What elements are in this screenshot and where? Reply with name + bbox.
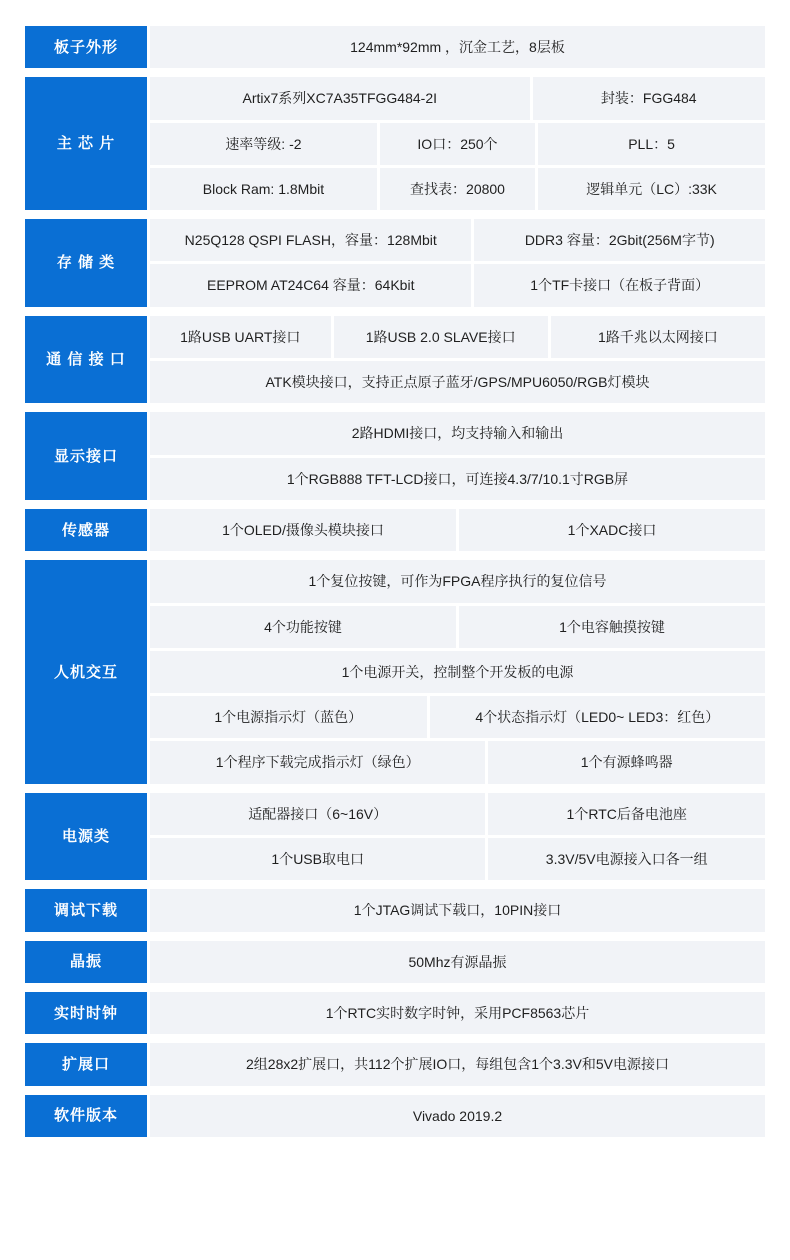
spec-value-cell: 4个功能按键: [150, 606, 456, 648]
spec-value-cell: Block Ram: 1.8Mbit: [150, 168, 377, 210]
spec-row: [25, 992, 765, 1034]
spec-value-cell: 124mm*92mm ，沉金工艺，8层板: [150, 26, 765, 68]
spec-value-cell: Vivado 2019.2: [150, 1095, 765, 1137]
spec-value-line: [150, 651, 765, 693]
spec-value-cell: 2组28x2扩展口，共112个扩展IO口，每组包含1个3.3V和5V电源接口: [150, 1043, 765, 1085]
spec-value-cell: 1路USB 2.0 SLAVE接口: [334, 316, 548, 358]
spec-value-line: [150, 838, 765, 880]
spec-value-block: [150, 412, 765, 500]
spec-value-cell: 查找表：20800: [380, 168, 535, 210]
spec-row: [25, 889, 765, 931]
spec-category-label: 存 储 类: [25, 219, 147, 307]
spec-value-line: [150, 77, 765, 119]
spec-value-block: [150, 77, 765, 210]
spec-value-cell: 1个程序下载完成指示灯（绿色）: [150, 741, 485, 783]
spec-value-cell: N25Q128 QSPI FLASH，容量：128Mbit: [150, 219, 471, 261]
spec-value-line: [150, 606, 765, 648]
spec-value-line: [150, 264, 765, 306]
spec-value-block: [150, 1043, 765, 1085]
spec-value-cell: ATK模块接口，支持正点原子蓝牙/GPS/MPU6050/RGB灯模块: [150, 361, 765, 403]
spec-value-block: [150, 316, 765, 404]
spec-value-block: [150, 889, 765, 931]
spec-category-label: 通 信 接 口: [25, 316, 147, 404]
spec-value-cell: 1个复位按键，可作为FPGA程序执行的复位信号: [150, 560, 765, 602]
spec-value-line: [150, 123, 765, 165]
spec-value-cell: 速率等级: -2: [150, 123, 377, 165]
spec-row: [25, 509, 765, 551]
spec-value-cell: 1个电源开关，控制整个开发板的电源: [150, 651, 765, 693]
spec-category-label: 晶振: [25, 941, 147, 983]
spec-value-line: [150, 412, 765, 454]
spec-value-cell: 逻辑单元（LC）:33K: [538, 168, 765, 210]
spec-row: [25, 1095, 765, 1137]
spec-value-cell: 1个RTC实时数字时钟，采用PCF8563芯片: [150, 992, 765, 1034]
spec-value-cell: 1个XADC接口: [459, 509, 765, 551]
spec-value-cell: PLL：5: [538, 123, 765, 165]
spec-value-line: [150, 219, 765, 261]
spec-value-block: [150, 560, 765, 783]
spec-value-cell: IO口：250个: [380, 123, 535, 165]
spec-value-cell: 1个RGB888 TFT-LCD接口，可连接4.3/7/10.1寸RGB屏: [150, 458, 765, 500]
spec-row: [25, 26, 765, 68]
spec-value-line: [150, 696, 765, 738]
spec-value-line: [150, 26, 765, 68]
spec-row: [25, 77, 765, 210]
spec-category-label: 显示接口: [25, 412, 147, 500]
spec-value-cell: 1个RTC后备电池座: [488, 793, 765, 835]
spec-value-block: [150, 992, 765, 1034]
spec-value-cell: 1个TF卡接口（在板子背面）: [474, 264, 765, 306]
spec-value-cell: 1个USB取电口: [150, 838, 485, 880]
spec-value-cell: 封装：FGG484: [533, 77, 766, 119]
spec-category-label: 调试下载: [25, 889, 147, 931]
spec-value-block: [150, 26, 765, 68]
spec-value-line: [150, 560, 765, 602]
spec-row: [25, 316, 765, 404]
spec-value-cell: 50Mhz有源晶振: [150, 941, 765, 983]
spec-value-cell: 1个电源指示灯（蓝色）: [150, 696, 427, 738]
spec-value-cell: 1个OLED/摄像头模块接口: [150, 509, 456, 551]
spec-value-cell: 1个电容触摸按键: [459, 606, 765, 648]
spec-category-label: 扩展口: [25, 1043, 147, 1085]
spec-value-block: [150, 219, 765, 307]
spec-value-line: [150, 509, 765, 551]
spec-value-line: [150, 741, 765, 783]
spec-value-cell: Artix7系列XC7A35TFGG484-2I: [150, 77, 530, 119]
spec-value-cell: 1个JTAG调试下载口，10PIN接口: [150, 889, 765, 931]
spec-category-label: 人机交互: [25, 560, 147, 783]
spec-value-line: [150, 458, 765, 500]
spec-value-line: [150, 889, 765, 931]
spec-value-block: [150, 509, 765, 551]
spec-category-label: 软件版本: [25, 1095, 147, 1137]
spec-value-line: [150, 361, 765, 403]
spec-value-cell: 1路千兆以太网接口: [551, 316, 765, 358]
spec-row: [25, 793, 765, 881]
spec-value-cell: 1路USB UART接口: [150, 316, 331, 358]
spec-value-line: [150, 316, 765, 358]
spec-value-cell: 3.3V/5V电源接入口各一组: [488, 838, 765, 880]
spec-value-cell: 4个状态指示灯（LED0~ LED3：红色）: [430, 696, 765, 738]
spec-value-line: [150, 793, 765, 835]
spec-row: [25, 560, 765, 783]
spec-value-line: [150, 941, 765, 983]
spec-category-label: 实时时钟: [25, 992, 147, 1034]
spec-category-label: 电源类: [25, 793, 147, 881]
spec-value-block: [150, 793, 765, 881]
spec-row: [25, 1043, 765, 1085]
spec-value-line: [150, 1095, 765, 1137]
spec-value-block: [150, 941, 765, 983]
spec-value-line: [150, 1043, 765, 1085]
spec-value-cell: 2路HDMI接口，均支持输入和输出: [150, 412, 765, 454]
spec-value-cell: 适配器接口（6~16V）: [150, 793, 485, 835]
spec-value-line: [150, 168, 765, 210]
spec-row: [25, 412, 765, 500]
spec-value-cell: 1个有源蜂鸣器: [488, 741, 765, 783]
spec-category-label: 传感器: [25, 509, 147, 551]
spec-value-cell: EEPROM AT24C64 容量：64Kbit: [150, 264, 471, 306]
spec-category-label: 主 芯 片: [25, 77, 147, 210]
spec-value-cell: DDR3 容量：2Gbit(256M字节): [474, 219, 765, 261]
spec-value-line: [150, 992, 765, 1034]
spec-row: [25, 941, 765, 983]
spec-category-label: 板子外形: [25, 26, 147, 68]
spec-row: [25, 219, 765, 307]
spec-value-block: [150, 1095, 765, 1137]
